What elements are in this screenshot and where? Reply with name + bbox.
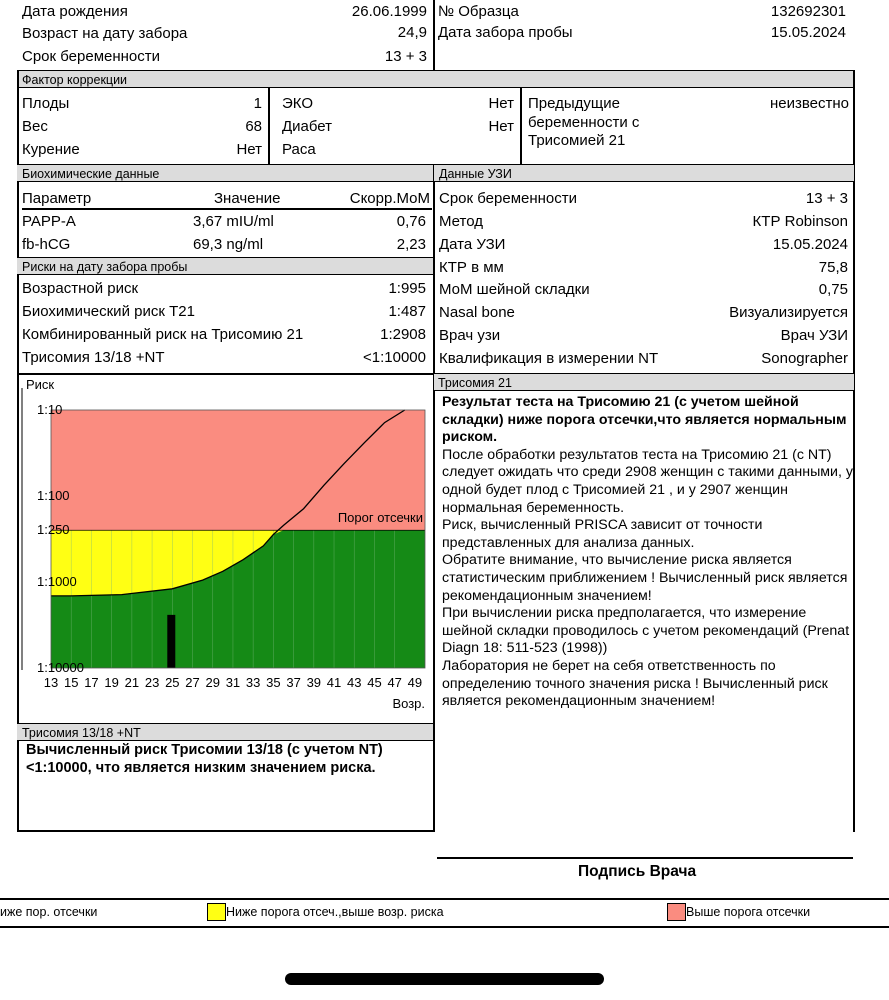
trisomy21-conclusion: Результат теста на Трисомию 21 (с учетом шейной складки) ниже порога отсечки,что является нормальным риском.: [442, 394, 847, 446]
age-value: 24,9: [397, 24, 427, 41]
legend-high-label: Выше порога отсечки: [686, 905, 811, 919]
trisomy21-p4: При вычислении риска предполагается, что измерение шейной складки проводилось с учетом рекомендаций (Prenat Diagn 18: 511-523 (1998)): [442, 605, 850, 657]
y-tick-label: 1:10: [37, 402, 63, 417]
diabetes-value: Нет: [488, 118, 514, 135]
biochem-row-param: PAPP-A: [22, 213, 76, 230]
smoking-value: Нет: [236, 141, 262, 158]
x-tick-label: 43: [347, 675, 362, 690]
y-tick-label: 1:10000: [37, 660, 84, 675]
x-tick-label: 29: [205, 675, 220, 690]
risk-row-label: Трисомия 13/18 +NT: [22, 349, 165, 366]
trisomy21-p2: Риск, вычисленный PRISCA зависит от точности представленных для анализа данных.: [442, 517, 763, 551]
biochem-row-param: fb-hCG: [22, 236, 71, 253]
prev-label-3: Трисомией 21: [528, 132, 626, 149]
signature-label: Подпись Врача: [578, 863, 697, 880]
ultrasound-title: Данные УЗИ: [439, 167, 512, 181]
risk-row-label: Биохимический риск T21: [22, 303, 195, 320]
prev-value: неизвестно: [769, 95, 849, 112]
correction-title: Фактор коррекции: [22, 73, 128, 87]
legend-medium-swatch: [207, 903, 226, 921]
biochem-col-mom: Скорр.МоМ: [349, 190, 430, 207]
x-axis-label: Возр.: [392, 696, 425, 711]
x-tick-label: 45: [367, 675, 382, 690]
x-tick-label: 31: [225, 675, 241, 690]
risks-title: Риски на дату забора пробы: [22, 260, 188, 274]
x-tick-label: 13: [43, 675, 59, 690]
x-tick-label: 17: [84, 675, 99, 690]
ultrasound-row-label: КТР в мм: [439, 259, 504, 276]
x-tick-label: 35: [266, 675, 281, 690]
trisomy21-text: [442, 394, 854, 711]
ultrasound-row-label: Квалификация в измерении NT: [439, 350, 659, 367]
prev-label-2: беременности с: [528, 114, 640, 131]
risk-row-value: 1:487: [388, 303, 426, 320]
legend-high-swatch: [667, 903, 686, 921]
ultrasound-row-label: Врач узи: [439, 327, 501, 344]
y-tick-label: 1:100: [37, 488, 70, 503]
biochem-row-value: 3,67 mIU/ml: [193, 213, 274, 230]
ultrasound-row-value: 13 + 3: [805, 190, 848, 207]
trisomy21-p5: Лаборатория не берет на себя ответственность по определению точного значения риска ! Вычисленный риск является рекомендационным значением!: [442, 657, 828, 710]
collect-value: 15.05.2024: [770, 24, 846, 41]
fetuses-value: 1: [253, 95, 262, 112]
x-tick-label: 15: [63, 675, 79, 690]
middle-divider: [433, 164, 435, 832]
ultrasound-row-label: Срок беременности: [439, 190, 578, 207]
y-tick-label: 1:1000: [37, 574, 77, 589]
weight-value: 68: [245, 118, 262, 135]
top-divider: [433, 0, 435, 70]
x-tick-label: 25: [165, 675, 180, 690]
risk-row-value: 1:2908: [380, 326, 426, 343]
x-tick-label: 27: [185, 675, 200, 690]
ultrasound-row-value: Врач УЗИ: [780, 327, 848, 344]
biochem-header-rule: [22, 208, 432, 210]
risk-chart: [17, 374, 433, 724]
biochem-row-value: 69,3 ng/ml: [193, 236, 264, 253]
race-label: Раса: [282, 141, 316, 158]
ultrasound-row-label: Nasal bone: [439, 304, 515, 321]
biochem-title: Биохимические данные: [22, 167, 160, 181]
ultrasound-row-value: 75,8: [818, 259, 848, 276]
ultrasound-row-label: Метод: [439, 213, 483, 230]
legend-bottom-rule: [0, 926, 889, 928]
fetuses-label: Плоды: [22, 95, 70, 112]
trisomy21-title: Трисомия 21: [438, 376, 512, 390]
y-axis-label: Риск: [26, 377, 55, 392]
weight-label: Вес: [22, 118, 48, 135]
x-tick-label: 47: [387, 675, 402, 690]
ultrasound-row-value: 15.05.2024: [772, 236, 848, 253]
section-bottom-rule: [17, 830, 435, 832]
trisomy1318-conclusion: Вычисленный риск Трисомии 13/18 (с учетом NT) <1:10000, что является низким значением риска.: [26, 742, 383, 776]
risk-row-label: Возрастной риск: [22, 280, 139, 297]
biochem-col-param: Параметр: [22, 190, 92, 207]
collect-label: Дата забора пробы: [438, 24, 573, 41]
x-tick-label: 19: [104, 675, 119, 690]
risk-row-label: Комбинированный риск на Трисомию 21: [22, 326, 304, 343]
x-tick-label: 49: [407, 675, 423, 690]
x-tick-label: 37: [286, 675, 301, 690]
sample-label: № Образца: [438, 3, 519, 20]
cutoff-label: Порог отсечки: [337, 510, 423, 526]
home-indicator: [285, 973, 604, 985]
sample-value: 132692301: [770, 3, 846, 20]
x-tick-label: 33: [245, 675, 261, 690]
correction-col-divider-1: [268, 88, 270, 164]
dob-label: Дата рождения: [22, 3, 128, 20]
x-tick-label: 23: [144, 675, 160, 690]
correction-header: [17, 70, 854, 88]
age-label: Возраст на дату забора: [22, 25, 188, 42]
ivf-label: ЭКО: [282, 95, 314, 112]
trisomy1318-title: Трисомия 13/18 +NT: [22, 726, 141, 740]
ultrasound-row-label: МоМ шейной складки: [439, 281, 590, 298]
y-tick-label: 1:250: [37, 522, 70, 538]
legend-top-rule: [0, 898, 889, 900]
signature-line: [437, 857, 853, 859]
legend-low-label: иже пор. отсечки: [0, 905, 98, 919]
ga-label: Срок беременности: [22, 48, 161, 65]
ultrasound-row-value: КТР Robinson: [752, 213, 848, 230]
trisomy21-p3: Обратите внимание, что вычисление риска является статистическим приближением ! Вычисленный риск является рекомендационным значением!: [442, 552, 848, 604]
legend-medium-label: Ниже порога отсеч.,выше возр. риска: [226, 905, 444, 919]
biochem-row-mom: 2,23: [396, 236, 426, 253]
biochem-row-mom: 0,76: [396, 213, 426, 230]
x-tick-label: 41: [326, 675, 342, 690]
ultrasound-row-value: Визуализируется: [729, 304, 848, 321]
ultrasound-row-value: Sonographer: [761, 350, 848, 367]
biochem-col-value: Значение: [214, 190, 281, 207]
x-tick-label: 21: [124, 675, 140, 690]
x-tick-label: 39: [306, 675, 322, 690]
smoking-label: Курение: [22, 141, 80, 158]
prev-label-1: Предыдущие: [528, 95, 620, 112]
ivf-value: Нет: [488, 95, 514, 112]
risk-row-value: 1:995: [388, 280, 426, 297]
correction-col-divider-2: [520, 88, 522, 164]
trisomy21-p1: После обработки результатов теста на Трисомию 21 (с NT) следует ожидать что среди 2908 женщин с такими данными, у одной будет плод с Трисомией 21 , и у 2907 женщин нормальная беременность.: [442, 446, 853, 516]
dob-value: 26.06.1999: [351, 3, 427, 20]
risk-row-value: <1:10000: [363, 349, 426, 366]
diabetes-label: Диабет: [282, 118, 333, 135]
patient-marker: [167, 615, 175, 668]
ultrasound-row-value: 0,75: [818, 281, 848, 298]
ga-value: 13 + 3: [384, 48, 427, 65]
ultrasound-row-label: Дата УЗИ: [439, 236, 506, 253]
